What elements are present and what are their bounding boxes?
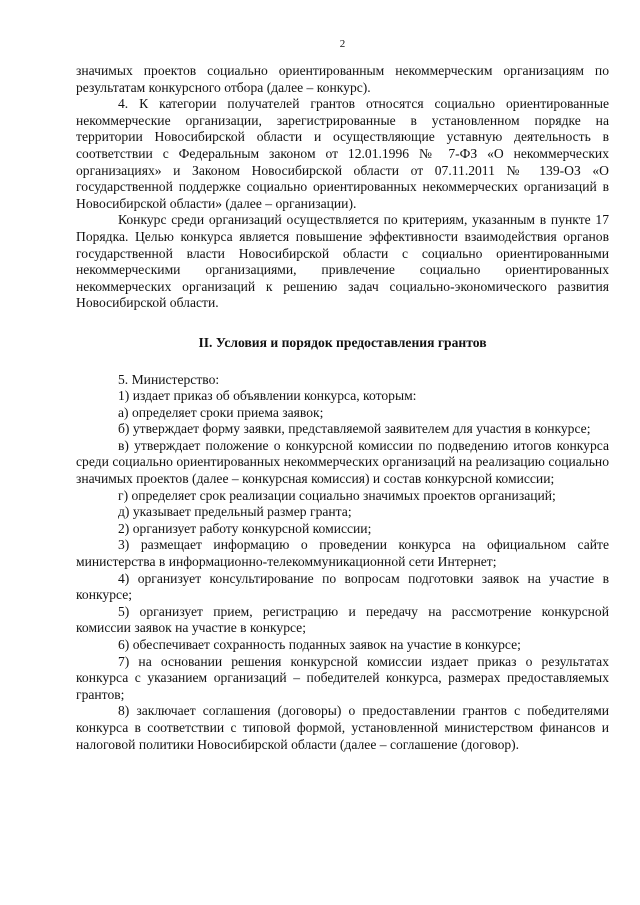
subclause-6: 6) обеспечивает сохранность поданных заявок на участие в конкурсе; (118, 637, 521, 652)
paragraph-clause-4: 4. К категории получателей грантов относятся социально ориентированные некоммерческие организации, зарегистрированные в установленном порядке на территории Новосибирской области и осуществляющие уставную деятельность в соответствии с Федеральным законом от 12.01.1996 № 7-ФЗ «О некоммерческих организациях» и Законом Новосибирской области от 07.11.2011 № 139-ОЗ «О государственной поддержке социально ориентированных некоммерческих организаций в Новосибирской области» (далее – организации). (76, 96, 609, 211)
subclause-2: 2) организует работу конкурсной комиссии; (118, 520, 372, 536)
document-page (76, 38, 609, 753)
subclause-7: 7) на основании решения конкурсной комиссии издает приказ о результатах конкурса с указанием организаций – победителей конкурса, размерах предоставляемых грантов; (76, 653, 609, 702)
subclause-1b: б) утверждает форму заявки, представляемой заявителем для участия в конкурсе; (118, 421, 591, 437)
page-number: 2 (339, 38, 346, 50)
paragraph-contest-purpose: Конкурс среди организаций осуществляется по критериям, указанным в пункте 17 Порядка. Целью конкурса является повышение эффективности взаимодействия органов государственной власти Новосибирской области с социально ориентированными некоммерческими организациями, привлечение социально ориентированных некоммерческих организаций к решению задач социально-экономического развития Новосибирской области. (76, 212, 609, 311)
subclause-4: 4) организует консультирование по вопросам подготовки заявок на участие в конкурсе; (76, 570, 609, 603)
subclause-8: 8) заключает соглашения (договоры) о предоставлении грантов с победителями конкурса в соответствии с типовой формой, установленной министерством финансов и налоговой политики Новосибирской области (далее – соглашение (договор). (76, 703, 609, 752)
subclause-1v: в) утверждает положение о конкурсной комиссии по подведению итогов конкурса среди социально ориентированных некоммерческих организаций на реализацию социально значимых проектов (далее – конкурсная комиссия) и состав конкурсной комиссии; (76, 437, 609, 487)
paragraph-continuation: значимых проектов социально ориентированным некоммерческим организациям по результатам конкурсного отбора (далее – конкурс). (76, 63, 609, 95)
subclause-1: 1) издает приказ об объявлении конкурса, которым: (118, 388, 417, 404)
subclause-1a: а) определяет сроки приема заявок; (118, 404, 324, 420)
subclause-1d: д) указывает предельный размер гранта; (118, 504, 352, 520)
subclause-5: 5) организует прием, регистрацию и передачу на рассмотрение конкурсной комиссии заявок на участие в конкурсе; (76, 603, 609, 636)
section-heading: II. Условия и порядок предоставления грантов (198, 334, 487, 350)
subclause-1g: г) определяет срок реализации социально значимых проектов организаций; (118, 487, 556, 503)
clause-5: 5. Министерство: (118, 371, 220, 387)
subclause-3: 3) размещает информацию о проведении конкурса на официальном сайте министерства в информационно-телекоммуникационной сети Интернет; (76, 537, 609, 570)
